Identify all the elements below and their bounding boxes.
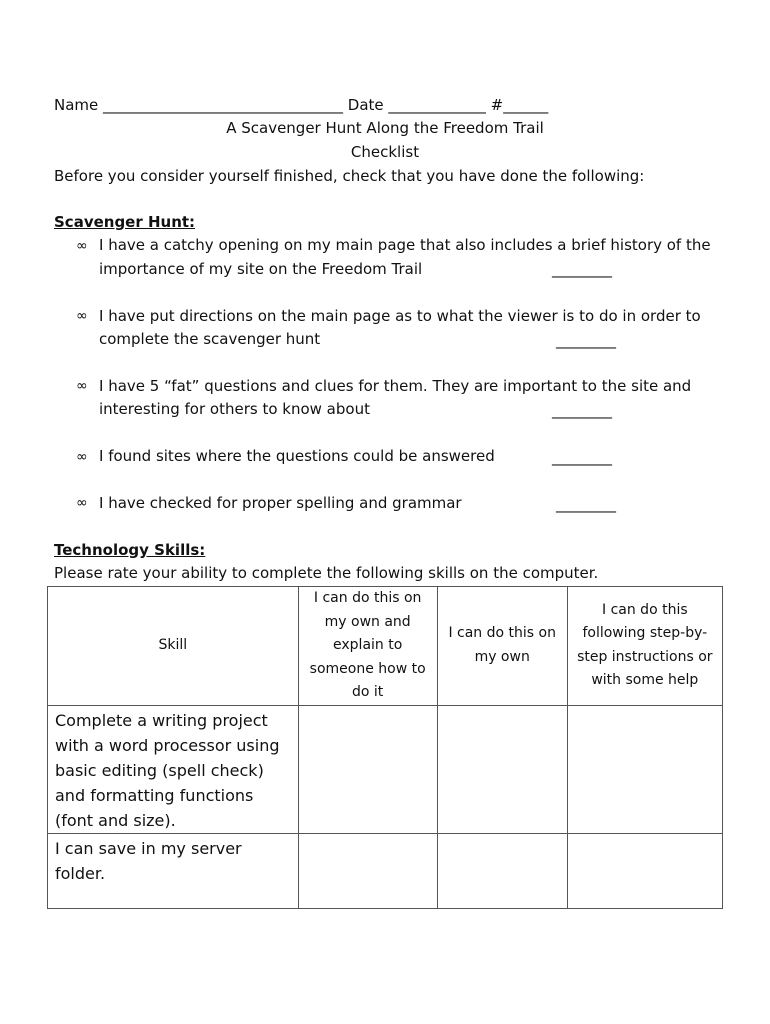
check-blank[interactable]: ________	[552, 448, 612, 466]
instruction-text: Before you consider yourself finished, check that you have done the following:	[54, 167, 645, 185]
column-header-own-and-explain: I can do this on my own and explain to someone how to do it	[298, 587, 437, 706]
page-title: A Scavenger Hunt Along the Freedom Trail	[226, 119, 544, 137]
skill-cell: I can save in my server folder.	[48, 833, 299, 908]
column-header-with-help: I can do this following step-by-step instructions or with some help	[567, 587, 722, 706]
rating-cell-with-help[interactable]	[567, 833, 722, 908]
infinity-bullet-icon: ∞	[76, 378, 88, 394]
scavenger-hunt-heading: Scavenger Hunt:	[54, 213, 196, 231]
rating-cell-own[interactable]	[437, 833, 567, 908]
item-text-line1: I found sites where the questions could be answered	[99, 447, 495, 465]
skill-cell: Complete a writing project with a word processor using basic editing (spell check) and formatting functions (font and size).	[48, 705, 299, 833]
check-blank[interactable]: ________	[556, 495, 616, 513]
column-header-own: I can do this on my own	[437, 587, 567, 706]
item-text-line2: importance of my site on the Freedom Trail	[99, 260, 423, 278]
table-row	[48, 833, 723, 908]
column-header-skill: Skill	[48, 587, 299, 706]
item-text-line2: complete the scavenger hunt	[99, 330, 321, 348]
rating-cell-with-help[interactable]	[567, 705, 722, 833]
rating-cell-own-and-explain[interactable]	[298, 833, 437, 908]
technology-instruction: Please rate your ability to complete the following skills on the computer.	[54, 564, 599, 582]
page-subtitle: Checklist	[350, 143, 420, 161]
skills-rating-table	[47, 586, 723, 909]
infinity-bullet-icon: ∞	[76, 449, 88, 465]
check-blank[interactable]: ________	[552, 260, 612, 278]
technology-skills-heading: Technology Skills:	[54, 541, 206, 559]
item-text-line1: I have a catchy opening on my main page that also includes a brief history of the	[99, 236, 711, 254]
infinity-bullet-icon: ∞	[76, 495, 88, 511]
rating-cell-own-and-explain[interactable]	[298, 705, 437, 833]
item-text-line1: I have 5 “fat” questions and clues for them. They are important to the site and	[99, 377, 692, 395]
infinity-bullet-icon: ∞	[76, 238, 88, 254]
check-blank[interactable]: ________	[556, 331, 616, 349]
item-text-line2: interesting for others to know about	[99, 400, 370, 418]
infinity-bullet-icon: ∞	[76, 308, 88, 324]
table-row	[48, 705, 723, 833]
item-text-line1: I have put directions on the main page as to what the viewer is to do in order to	[99, 307, 701, 325]
name-date-line: Name ________________________________ Date _____________ #______	[54, 96, 549, 114]
check-blank[interactable]: ________	[552, 401, 612, 419]
table-header-row	[48, 587, 723, 706]
item-text-line1: I have checked for proper spelling and grammar	[99, 494, 462, 512]
rating-cell-own[interactable]	[437, 705, 567, 833]
